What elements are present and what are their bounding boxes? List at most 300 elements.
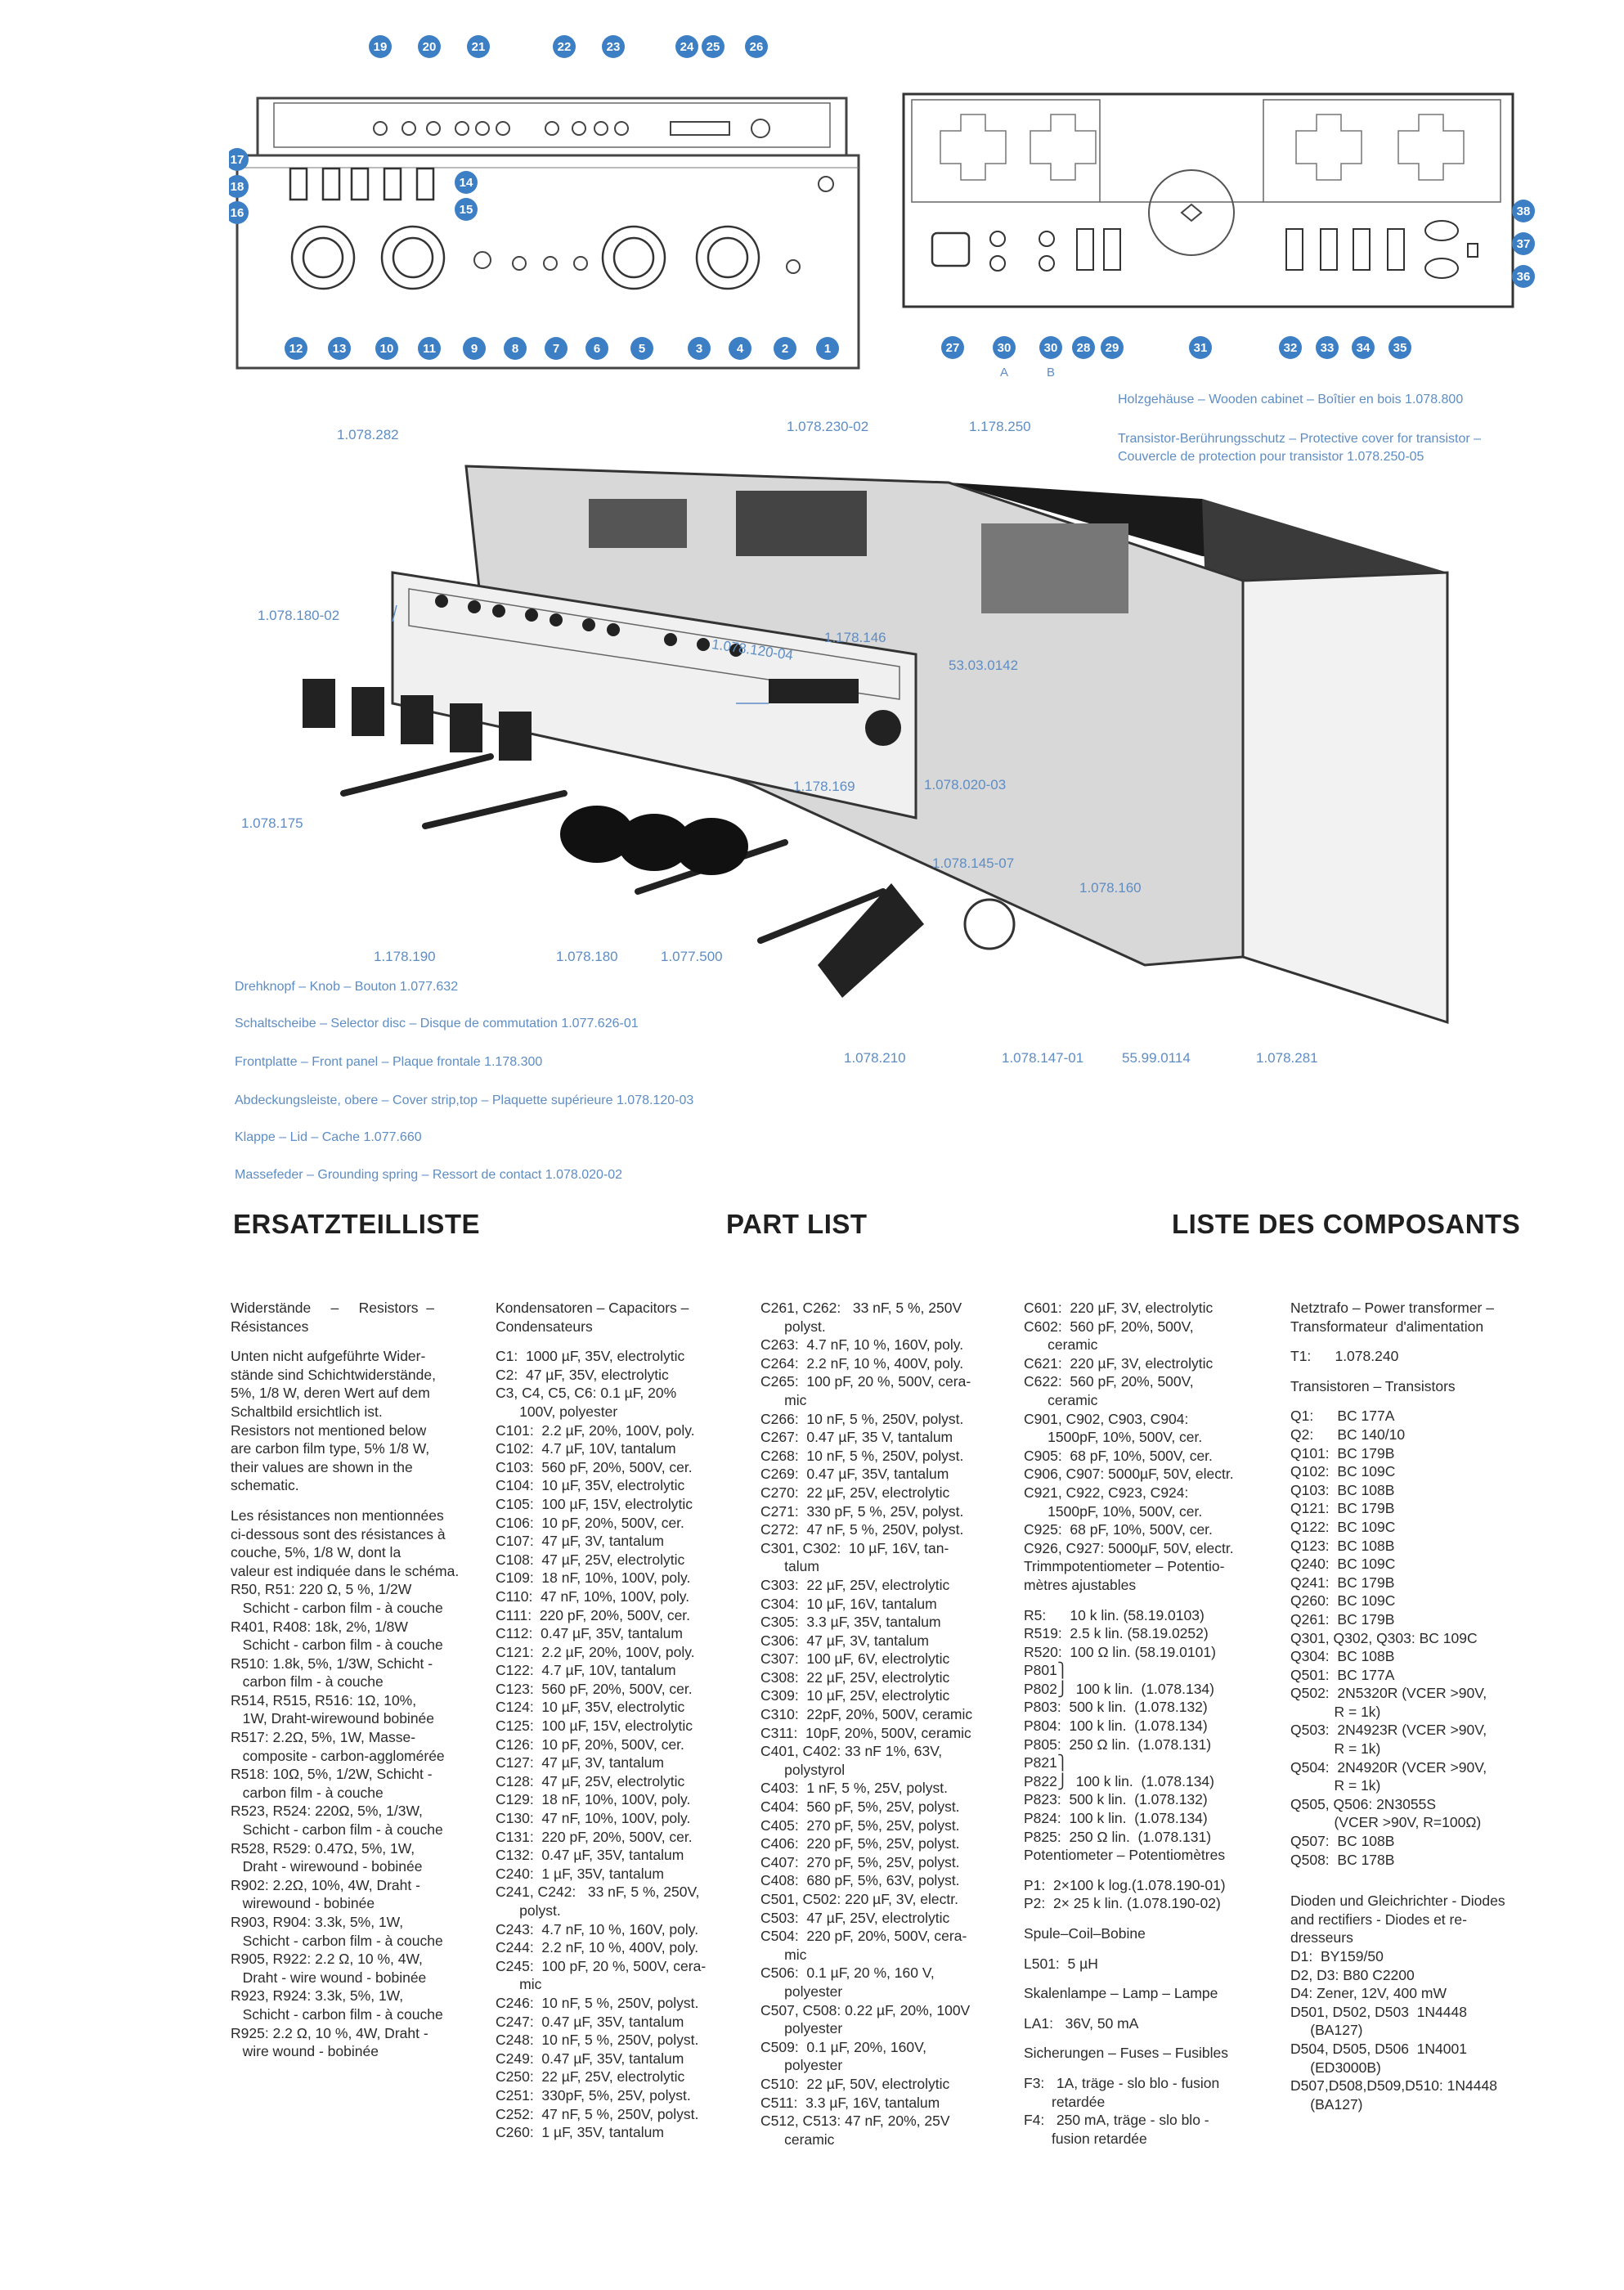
part-list-line: D1: BY159/50 xyxy=(1290,1948,1384,1964)
part-list-line: Skalenlampe – Lamp – Lampe xyxy=(1024,1985,1218,2002)
part-list-line: C404: 560 pF, 5%, 25V, polyst. xyxy=(760,1798,960,1816)
part-label: 1.078.180 xyxy=(556,949,618,964)
part-list-line: P805: 250 Ω lin. (1.078.131) xyxy=(1024,1735,1212,1753)
part-list-line: Résistances xyxy=(231,1318,309,1335)
part-label: 1.078.160 xyxy=(1079,880,1142,896)
svg-text:26: 26 xyxy=(749,40,764,54)
part-list-line: C925: 68 pF, 10%, 500V, cer. xyxy=(1024,1521,1213,1538)
part-list-line xyxy=(1024,1865,1285,1876)
part-list-line: (VCER >90V, R=100Ω) xyxy=(1290,1814,1482,1831)
rear-callout xyxy=(1279,336,1302,359)
part-list-line: Q261: BC 179B xyxy=(1290,1610,1395,1628)
rear-callout xyxy=(1189,336,1212,359)
svg-text:27: 27 xyxy=(945,341,960,355)
rear-callout xyxy=(1388,336,1411,359)
rear-callout xyxy=(993,336,1016,359)
part-list-line: 1500pF, 10%, 500V, cer. xyxy=(1024,1502,1203,1520)
part-list-line: P801⎫ xyxy=(1024,1662,1068,1679)
svg-text:9: 9 xyxy=(470,342,478,356)
rear-callout xyxy=(1039,336,1062,359)
part-list-line xyxy=(1024,2032,1285,2044)
part-list-line: Sicherungen – Fuses – Fusibles xyxy=(1024,2045,1228,2062)
part-list-line: C621: 220 µF, 3V, electrolytic xyxy=(1024,1354,1214,1372)
part-list-line: Netztrafo – Power transformer – xyxy=(1290,1300,1494,1316)
part-list-line: 1500pF, 10%, 500V, cer. xyxy=(1024,1429,1203,1446)
part-list-line: Trimmpotentiometer – Potentio- xyxy=(1024,1558,1225,1575)
part-list-line: D4: Zener, 12V, 400 mW xyxy=(1290,1985,1447,2002)
part-list-line: R401, R408: 18k, 2%, 1/8W xyxy=(231,1618,408,1635)
part-list-line: C406: 220 pF, 5%, 25V, polyst. xyxy=(760,1835,960,1852)
part-list-line: C309: 10 µF, 25V, electrolytic xyxy=(760,1687,950,1704)
part-list-line: Q103: BC 108B xyxy=(1290,1481,1395,1498)
part-list-line: C906, C907: 5000µF, 50V, electr. xyxy=(1024,1466,1234,1483)
part-list-line: R903, R904: 3.3k, 5%, 1W, xyxy=(231,1914,404,1930)
part-list-line: C125: 100 µF, 15V, electrolytic xyxy=(496,1718,693,1735)
part-list-line: R520: 100 Ω lin. (58.19.0101) xyxy=(1024,1643,1216,1660)
part-list-line: F4: 250 mA, träge - slo blo - xyxy=(1024,2112,1209,2129)
part-label: 1.178.250 xyxy=(969,419,1031,434)
part-list-line: R510: 1.8k, 5%, 1/3W, Schicht - xyxy=(231,1655,433,1672)
part-list-line: P823: 500 k lin. (1.078.132) xyxy=(1024,1791,1208,1808)
part-list-line: polyst. xyxy=(760,1318,826,1335)
part-list-line: R517: 2.2Ω, 5%, 1W, Masse- xyxy=(231,1729,416,1746)
part-list-line: polystyrol xyxy=(760,1761,846,1778)
part-list-line: Q507: BC 108B xyxy=(1290,1833,1395,1850)
svg-text:34: 34 xyxy=(1356,341,1371,355)
part-list-line: R = 1k) xyxy=(1290,1740,1381,1758)
part-list-line: LA1: 36V, 50 mA xyxy=(1024,2014,1139,2032)
part-list-line: C622: 560 pF, 20%, 500V, xyxy=(1024,1373,1194,1390)
part-list-line: polyester xyxy=(760,1982,843,2000)
svg-text:14: 14 xyxy=(459,176,473,190)
part-list-line: retardée xyxy=(1024,2093,1106,2110)
part-list-line: C247: 0.47 µF, 35V, tantalum xyxy=(496,2013,684,2030)
part-list-line: Potentiometer – Potentiomètres xyxy=(1024,1847,1226,1864)
part-list-line: Q503: 2N4923R (VCER >90V, xyxy=(1290,1722,1487,1739)
part-list-line: R514, R515, R516: 1Ω, 10%, xyxy=(231,1691,417,1709)
part-list-line: C101: 2.2 µF, 20%, 100V, poly. xyxy=(496,1421,695,1439)
part-list-line: R905, R922: 2.2 Ω, 10 %, 4W, xyxy=(231,1951,423,1968)
svg-text:18: 18 xyxy=(230,180,244,194)
part-list-line: carbon film - à couche xyxy=(231,1673,384,1691)
part-list-line: P803: 500 k lin. (1.078.132) xyxy=(1024,1699,1208,1716)
part-label: 1.178.146 xyxy=(824,630,886,645)
part-list-line: (ED3000B) xyxy=(1290,2059,1381,2076)
part-list-line: Q101: BC 179B xyxy=(1290,1444,1395,1462)
part-list-line: C111: 220 pF, 20%, 500V, cer. xyxy=(496,1606,691,1623)
part-list-line: carbon film - à couche xyxy=(231,1784,384,1801)
part-list-line: R = 1k) xyxy=(1290,1703,1381,1720)
part-list-line: their values are shown in the xyxy=(231,1458,413,1475)
part-list-line: C602: 560 pF, 20%, 500V, xyxy=(1024,1318,1194,1335)
part-list-line: mic xyxy=(760,1391,807,1408)
svg-text:7: 7 xyxy=(552,342,560,356)
part-list-line: C905: 68 pF, 10%, 500V, cer. xyxy=(1024,1447,1213,1464)
part-list-line xyxy=(231,1495,476,1506)
svg-text:30: 30 xyxy=(997,341,1012,355)
front-callout xyxy=(545,337,568,360)
part-list-line: Draht - wirewound - bobinée xyxy=(231,1858,423,1875)
part-list-line xyxy=(1024,1595,1285,1606)
svg-text:8: 8 xyxy=(511,342,519,356)
svg-text:6: 6 xyxy=(593,342,601,356)
svg-text:37: 37 xyxy=(1516,237,1531,251)
part-list-line: C105: 100 µF, 15V, electrolytic xyxy=(496,1495,693,1512)
part-list-line: P825: 250 Ω lin. (1.078.131) xyxy=(1024,1828,1212,1845)
part-list-line: stände sind Schichtwiderstände, xyxy=(231,1366,436,1383)
part-list-line: Q505, Q506: 2N3055S xyxy=(1290,1795,1437,1812)
parts-column-resistors xyxy=(231,1299,476,2061)
part-list-line: mic xyxy=(760,1946,807,1963)
rear-callout xyxy=(1316,336,1339,359)
part-list-line: C250: 22 µF, 25V, electrolytic xyxy=(496,2068,685,2086)
part-list-line: C102: 4.7 µF, 10V, tantalum xyxy=(496,1440,676,1457)
part-list-line: R523, R524: 220Ω, 5%, 1/3W, xyxy=(231,1803,423,1820)
part-list-line xyxy=(1024,1943,1285,1955)
part-list-line xyxy=(496,1336,757,1347)
svg-text:21: 21 xyxy=(471,40,486,54)
svg-text:15: 15 xyxy=(459,203,473,217)
part-list-line: Q504: 2N4920R (VCER >90V, xyxy=(1290,1758,1487,1776)
part-list-line: C901, C902, C903, C904: xyxy=(1024,1410,1189,1427)
part-list-line xyxy=(1024,2003,1285,2014)
legend-cover-strip: Abdeckungsleiste, obere – Cover strip,top – Plaquette supérieure 1.078.120-03 xyxy=(235,1093,694,1107)
part-list-line: P802⎭ 100 k lin. (1.078.134) xyxy=(1024,1680,1214,1697)
svg-text:23: 23 xyxy=(606,40,621,54)
part-list-line: C251: 330pF, 5%, 25V, polyst. xyxy=(496,2086,691,2104)
part-list-line: P2: 2× 25 k lin. (1.078.190-02) xyxy=(1024,1895,1221,1912)
part-list-line: R925: 2.2 Ω, 10 %, 4W, Draht - xyxy=(231,2024,428,2041)
part-list-line: Schaltbild ersichtlich ist. xyxy=(231,1403,383,1420)
part-list-line: C264: 2.2 nF, 10 %, 400V, poly. xyxy=(760,1354,964,1372)
part-list-line: C109: 18 nF, 10%, 100V, poly. xyxy=(496,1569,691,1587)
part-list-line: Q123: BC 108B xyxy=(1290,1537,1395,1554)
part-list-line: C407: 270 pF, 5%, 25V, polyst. xyxy=(760,1853,960,1870)
part-list-line: C269: 0.47 µF, 35V, tantalum xyxy=(760,1466,949,1483)
cover-caption-2: Couvercle de protection pour transistor 1.078.250-05 xyxy=(1118,450,1424,464)
part-list-line: R50, R51: 220 Ω, 5 %, 1/2W xyxy=(231,1581,412,1598)
svg-text:10: 10 xyxy=(379,342,394,356)
rear-callout xyxy=(1512,265,1535,288)
part-list-line: wire wound - bobinée xyxy=(231,2043,379,2060)
part-list-line: C112: 0.47 µF, 35V, tantalum xyxy=(496,1625,683,1642)
svg-text:13: 13 xyxy=(332,342,347,356)
part-list-line: C240: 1 µF, 35V, tantalum xyxy=(496,1865,664,1882)
part-label: 1.078.210 xyxy=(844,1050,906,1066)
svg-text:31: 31 xyxy=(1193,341,1208,355)
part-label: 1.078.282 xyxy=(337,427,399,442)
parts-column-semiconductors xyxy=(1290,1299,1560,2113)
part-list-line: Q304: BC 108B xyxy=(1290,1648,1395,1665)
part-list-line: C132: 0.47 µF, 35V, tantalum xyxy=(496,1847,684,1864)
svg-text:11: 11 xyxy=(423,342,436,356)
part-list-line: R518: 10Ω, 5%, 1/2W, Schicht - xyxy=(231,1766,433,1783)
part-list-line: C104: 10 µF, 35V, electrolytic xyxy=(496,1477,685,1494)
front-callout xyxy=(455,171,478,194)
part-list-line: C267: 0.47 µF, 35 V, tantalum xyxy=(760,1429,953,1446)
part-list-line: C245: 100 pF, 20 %, 500V, cera- xyxy=(496,1957,707,1974)
front-callout xyxy=(602,35,625,58)
part-label: 1.078.147-01 xyxy=(1002,1050,1084,1066)
part-list-line: Schicht - carbon film - à couche xyxy=(231,1599,443,1616)
part-list-line: Draht - wire wound - bobinée xyxy=(231,1969,427,1986)
cover-caption-1: Transistor-Berührungsschutz – Protective cover for transistor – xyxy=(1118,432,1482,446)
part-list-line: C130: 47 nF, 10%, 100V, poly. xyxy=(496,1810,691,1827)
part-list-line xyxy=(1024,1913,1285,1924)
part-list-line: polyester xyxy=(760,2057,843,2074)
part-list-line: Schicht - carbon film - à couche xyxy=(231,1932,443,1949)
part-label: 1.178.190 xyxy=(374,949,436,964)
part-list-line: L501: 5 µH xyxy=(1024,1955,1098,1972)
parts-column-capacitors-1 xyxy=(496,1299,757,2142)
part-list-line: 1W, Draht-wirewound bobinée xyxy=(231,1710,435,1727)
sub-a: A xyxy=(999,366,1009,379)
part-list-line: are carbon film type, 5% 1/8 W, xyxy=(231,1440,430,1457)
part-list-line: Q122: BC 109C xyxy=(1290,1518,1396,1535)
part-list-line: C311: 10pF, 20%, 500V, ceramic xyxy=(760,1724,971,1741)
front-callout xyxy=(229,201,249,224)
legend-knob: Drehknopf – Knob – Bouton 1.077.632 xyxy=(235,980,459,994)
part-list-line: dresseurs xyxy=(1290,1929,1353,1946)
front-callout xyxy=(229,175,249,198)
part-list-line: C926, C927: 5000µF, 50V, electr. xyxy=(1024,1539,1234,1556)
sub-b: B xyxy=(1046,366,1056,379)
part-list-line: P824: 100 k lin. (1.078.134) xyxy=(1024,1810,1208,1827)
part-list-line: D504, D505, D506 1N4001 xyxy=(1290,2040,1467,2057)
legend-lid: Klappe – Lid – Cache 1.077.660 xyxy=(235,1130,422,1144)
svg-text:33: 33 xyxy=(1320,341,1335,355)
part-list-line: R923, R924: 3.3k, 5%, 1W, xyxy=(231,1987,404,2005)
part-list-line: C246: 10 nF, 5 %, 250V, polyst. xyxy=(496,1994,699,2011)
part-list-line: C271: 330 pF, 5 %, 25V, polyst. xyxy=(760,1502,964,1520)
part-list-line: C110: 47 nF, 10%, 100V, poly. xyxy=(496,1587,690,1605)
part-list-line: talum xyxy=(760,1558,819,1575)
part-list-line: D501, D502, D503 1N4448 xyxy=(1290,2003,1467,2020)
part-list-line: C121: 2.2 µF, 20%, 100V, poly. xyxy=(496,1643,695,1660)
svg-text:2: 2 xyxy=(781,342,789,356)
part-list-line: (BA127) xyxy=(1290,2095,1363,2113)
rear-callout xyxy=(941,336,964,359)
part-label: 1.078.180-02 xyxy=(258,608,340,623)
rear-callout xyxy=(1512,200,1535,222)
part-list-line: composite - carbon-agglomérée xyxy=(231,1747,445,1764)
part-list-line: C308: 22 µF, 25V, electrolytic xyxy=(760,1668,950,1686)
part-list-line: Les résistances non mentionnées xyxy=(231,1506,444,1524)
part-list-line: C301, C302: 10 µF, 16V, tan- xyxy=(760,1539,949,1556)
part-list-line: C1: 1000 µF, 35V, electrolytic xyxy=(496,1348,685,1365)
part-label: 1.078.230-02 xyxy=(787,419,869,434)
part-list-line: C511: 3.3 µF, 16V, tantalum xyxy=(760,2094,940,2111)
part-list-line: Q241: BC 179B xyxy=(1290,1574,1395,1591)
svg-text:28: 28 xyxy=(1076,341,1091,355)
part-label: 55.99.0114 xyxy=(1122,1050,1191,1066)
wooden-cabinet-caption: Holzgehäuse – Wooden cabinet – Boîtier en bois 1.078.800 xyxy=(1118,393,1464,406)
part-list-line: Q102: BC 109C xyxy=(1290,1463,1396,1480)
svg-text:4: 4 xyxy=(736,342,744,356)
part-list-line: C108: 47 µF, 25V, electrolytic xyxy=(496,1551,685,1568)
part-label: 1.078.281 xyxy=(1256,1050,1318,1066)
part-list-line: C107: 47 µF, 3V, tantalum xyxy=(496,1533,664,1550)
legend-selector-disc: Schaltscheibe – Selector disc – Disque de commutation 1.077.626-01 xyxy=(235,1017,639,1030)
svg-text:24: 24 xyxy=(680,40,694,54)
part-list-line: (BA127) xyxy=(1290,2022,1363,2039)
part-list-line: C243: 4.7 nF, 10 %, 160V, poly. xyxy=(496,1920,699,1938)
part-list-line: polyester xyxy=(760,2020,843,2037)
part-list-line: C244: 2.2 nF, 10 %, 400V, poly. xyxy=(496,1939,699,1956)
part-list-line xyxy=(1290,1336,1560,1347)
part-list-line: R5: 10 k lin. (58.19.0103) xyxy=(1024,1606,1205,1623)
front-callout xyxy=(702,35,725,58)
part-list-line: Q508: BC 178B xyxy=(1290,1851,1395,1868)
part-list-line: Q501: BC 177A xyxy=(1290,1666,1395,1683)
part-list-line: couche, 5%, 1/8 W, dont la xyxy=(231,1544,402,1561)
part-list-line: P821⎫ xyxy=(1024,1754,1068,1771)
part-list-line: C263: 4.7 nF, 10 %, 160V, poly. xyxy=(760,1336,964,1354)
part-list-line: C123: 560 pF, 20%, 500V, cer. xyxy=(496,1680,693,1697)
part-list-line: Transformateur d'alimentation xyxy=(1290,1318,1484,1335)
front-callout xyxy=(630,337,653,360)
front-callout xyxy=(369,35,392,58)
part-list-line: C270: 22 µF, 25V, electrolytic xyxy=(760,1484,950,1501)
part-list-line: Dioden und Gleichrichter - Diodes xyxy=(1290,1893,1505,1910)
part-list-line xyxy=(1290,1395,1560,1407)
svg-text:12: 12 xyxy=(289,342,303,356)
part-list-line: R = 1k) xyxy=(1290,1777,1381,1794)
svg-text:29: 29 xyxy=(1105,341,1119,355)
part-list-line: valeur est indiquée dans le schéma. xyxy=(231,1562,460,1579)
heading-german: ERSATZTEILLISTE xyxy=(233,1209,481,1239)
part-list-line: and rectifiers - Diodes et re- xyxy=(1290,1911,1467,1928)
part-list-line: C509: 0.1 µF, 20%, 160V, xyxy=(760,2038,927,2055)
part-list-line: Resistors not mentioned below xyxy=(231,1421,427,1439)
part-list-line: Q2: BC 140/10 xyxy=(1290,1426,1406,1443)
part-list-line: schematic. xyxy=(231,1477,299,1494)
part-list-line: C106: 10 pF, 20%, 500V, cer. xyxy=(496,1514,684,1531)
part-list-line: C265: 100 pF, 20 %, 500V, cera- xyxy=(760,1373,971,1390)
part-list-line: C310: 22pF, 20%, 500V, ceramic xyxy=(760,1706,973,1723)
parts-column-capacitors-3 xyxy=(1024,1299,1285,2148)
part-list-line: C408: 680 pF, 5%, 63V, polyst. xyxy=(760,1872,960,1889)
part-label: 1.078.145-07 xyxy=(932,855,1015,871)
front-callout xyxy=(285,337,307,360)
part-list-line: D2, D3: B80 C2200 xyxy=(1290,1966,1415,1983)
part-list-line: C307: 100 µF, 6V, electrolytic xyxy=(760,1650,950,1668)
front-callout xyxy=(328,337,351,360)
parts-column-capacitors-2 xyxy=(760,1299,1022,2149)
part-list-line: fusion retardée xyxy=(1024,2130,1147,2147)
part-list-line xyxy=(1024,1973,1285,1984)
part-list-line: Q260: BC 109C xyxy=(1290,1592,1396,1610)
part-list-line: Q240: BC 109C xyxy=(1290,1556,1396,1573)
part-list-line: R902: 2.2Ω, 10%, 4W, Draht - xyxy=(231,1876,420,1893)
part-list-line: C2: 47 µF, 35V, electrolytic xyxy=(496,1366,669,1383)
rear-callout xyxy=(1072,336,1095,359)
part-list-line: P822⎭ 100 k lin. (1.078.134) xyxy=(1024,1772,1214,1789)
part-list-line: C103: 560 pF, 20%, 500V, cer. xyxy=(496,1458,693,1475)
front-callout xyxy=(375,337,398,360)
legend-grounding-spring: Massefeder – Grounding spring – Ressort de contact 1.078.020-02 xyxy=(235,1168,623,1182)
part-list-line: Q502: 2N5320R (VCER >90V, xyxy=(1290,1685,1487,1702)
svg-text:30: 30 xyxy=(1043,341,1058,355)
part-list-line: Schicht - carbon film - à couche xyxy=(231,2005,443,2023)
part-list-line: Unten nicht aufgeführte Wider- xyxy=(231,1348,426,1365)
part-list-line xyxy=(1290,1869,1560,1880)
part-list-line: T1: 1.078.240 xyxy=(1290,1348,1399,1365)
part-list-line: P1: 2×100 k log.(1.078.190-01) xyxy=(1024,1876,1226,1893)
part-list-line: C921, C922, C923, C924: xyxy=(1024,1484,1189,1501)
part-label: 1.078.175 xyxy=(241,815,303,831)
svg-text:16: 16 xyxy=(230,206,244,220)
part-list-line: polyst. xyxy=(496,1902,561,1919)
rear-panel-diagram xyxy=(895,90,1541,393)
front-callout xyxy=(418,35,441,58)
part-list-line: C401, C402: 33 nF 1%, 63V, xyxy=(760,1743,943,1760)
part-list-line: C268: 10 nF, 5 %, 250V, polyst. xyxy=(760,1447,964,1464)
part-list-line: C506: 0.1 µF, 20 %, 160 V, xyxy=(760,1964,935,1982)
front-callout xyxy=(504,337,527,360)
part-list-line: C303: 22 µF, 25V, electrolytic xyxy=(760,1576,950,1593)
part-list-line: Schicht - carbon film - à couche xyxy=(231,1637,443,1654)
part-list-line: Spule–Coil–Bobine xyxy=(1024,1925,1146,1942)
front-callout xyxy=(688,337,711,360)
svg-text:3: 3 xyxy=(695,342,703,356)
part-list-line: R519: 2.5 k lin. (58.19.0252) xyxy=(1024,1625,1209,1642)
svg-text:17: 17 xyxy=(230,153,244,167)
svg-text:36: 36 xyxy=(1516,270,1531,284)
part-list-line: D507,D508,D509,D510: 1N4448 xyxy=(1290,2077,1497,2095)
part-list-line: Q301, Q302, Q303: BC 109C xyxy=(1290,1629,1478,1646)
part-list-line xyxy=(1290,1366,1560,1377)
part-list-line: P804: 100 k lin. (1.078.134) xyxy=(1024,1718,1208,1735)
rear-callout xyxy=(1101,336,1124,359)
part-list-line: ceramic xyxy=(760,2131,835,2148)
part-list-line: C272: 47 nF, 5 %, 250V, polyst. xyxy=(760,1521,964,1538)
part-list-line: C306: 47 µF, 3V, tantalum xyxy=(760,1632,929,1649)
part-list-line: C601: 220 µF, 3V, electrolytic xyxy=(1024,1300,1214,1316)
svg-text:32: 32 xyxy=(1283,341,1298,355)
part-list-line xyxy=(231,1336,476,1347)
part-list-line xyxy=(1024,2063,1285,2074)
part-list-line: C127: 47 µF, 3V, tantalum xyxy=(496,1754,664,1771)
part-list-line: mètres ajustables xyxy=(1024,1576,1137,1593)
front-callout xyxy=(816,337,839,360)
part-list-line: C241, C242: 33 nF, 5 %, 250V, xyxy=(496,1884,700,1901)
svg-text:20: 20 xyxy=(422,40,437,54)
front-callout xyxy=(774,337,796,360)
part-list-line: 5%, 1/8 W, deren Wert auf dem xyxy=(231,1385,430,1402)
part-list-line: C405: 270 pF, 5%, 25V, polyst. xyxy=(760,1816,960,1834)
part-list-line: C510: 22 µF, 50V, electrolytic xyxy=(760,2075,950,2092)
part-list-line: Widerstände – Resistors – xyxy=(231,1300,434,1316)
part-label: 1.077.500 xyxy=(661,949,723,964)
part-list-line: C129: 18 nF, 10%, 100V, poly. xyxy=(496,1791,691,1808)
front-callout xyxy=(467,35,490,58)
front-callout xyxy=(745,35,768,58)
part-list-line: ceramic xyxy=(1024,1336,1098,1354)
part-list-line: C501, C502: 220 µF, 3V, electr. xyxy=(760,1891,958,1907)
part-list-line: C131: 220 pF, 20%, 500V, cer. xyxy=(496,1828,693,1845)
part-list-line: C252: 47 nF, 5 %, 250V, polyst. xyxy=(496,2105,699,2122)
part-list-line: wirewound - bobinée xyxy=(231,1895,375,1912)
legend-front-panel: Frontplatte – Front panel – Plaque frontale 1.178.300 xyxy=(235,1055,543,1069)
part-label: 1.078.120-04 xyxy=(711,636,795,663)
part-list-line: C305: 3.3 µF, 35V, tantalum xyxy=(760,1614,941,1631)
part-list-line: Kondensatoren – Capacitors – xyxy=(496,1300,689,1316)
part-list-line: C122: 4.7 µF, 10V, tantalum xyxy=(496,1662,676,1679)
front-panel-diagram xyxy=(229,25,867,384)
front-callout xyxy=(418,337,441,360)
part-list-line: C504: 220 pF, 20%, 500V, cera- xyxy=(760,1928,967,1945)
